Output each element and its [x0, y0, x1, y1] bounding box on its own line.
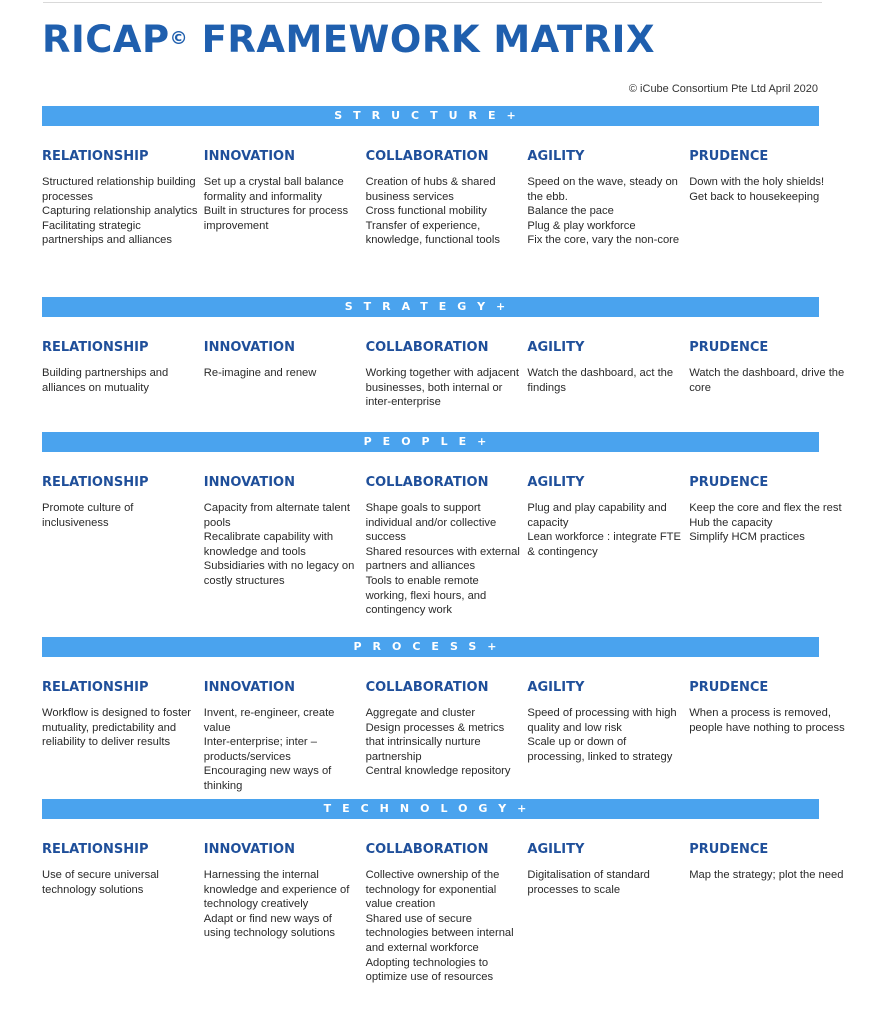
title-rest: FRAMEWORK MATRIX	[201, 18, 655, 61]
list-item: Shared use of secure technologies between internal and external workforce	[365, 912, 514, 954]
section-bar: PROCESS+	[42, 637, 819, 657]
list-item: Working together with adjacent businesses, both internal or inter-enterprise	[365, 367, 519, 409]
matrix-section	[42, 637, 845, 794]
page-title	[42, 18, 655, 61]
column-header: PRUDENCE	[689, 149, 769, 164]
matrix-column	[42, 657, 204, 794]
list-item: Promote culture of inclusiveness	[42, 502, 134, 529]
matrix-column	[366, 452, 528, 618]
column-header: AGILITY	[527, 149, 585, 164]
list-item: Harnessing the internal knowledge and experience of technology creatively	[203, 869, 350, 911]
matrix-column	[527, 452, 689, 618]
list-item: Transfer of experience, knowledge, functional tools	[365, 219, 500, 247]
list-item: Subsidiaries with no legacy on costly structures	[203, 560, 355, 587]
column-header: COLLABORATION	[365, 475, 489, 490]
matrix-column	[689, 317, 851, 410]
column-header: INNOVATION	[203, 149, 295, 164]
list-item: Get back to housekeeping	[689, 190, 820, 203]
matrix-column	[204, 126, 366, 248]
column-header: AGILITY	[527, 842, 585, 857]
section-columns	[42, 819, 844, 985]
copyright-notice: © iCube Consortium Pte Ltd April 2020	[628, 83, 818, 95]
item-list	[689, 366, 851, 395]
column-header: RELATIONSHIP	[42, 340, 149, 355]
item-list	[42, 175, 204, 248]
item-list	[366, 706, 528, 779]
matrix-column	[42, 819, 204, 985]
item-list	[689, 175, 851, 204]
section-bar: PEOPLE+	[42, 432, 819, 452]
list-item: Re-imagine and renew	[203, 367, 317, 379]
list-item: Balance the pace	[527, 205, 614, 218]
list-item: Building partnerships and alliances on mutuality	[42, 367, 169, 394]
section-columns	[42, 657, 845, 794]
item-list	[689, 501, 851, 545]
column-header: PRUDENCE	[689, 842, 769, 857]
list-item: Capacity from alternate talent pools	[203, 502, 350, 529]
column-header: RELATIONSHIP	[42, 842, 149, 857]
item-list	[204, 366, 366, 381]
list-item: Lean workforce : integrate FTE & contingency	[527, 531, 681, 558]
matrix-column	[204, 452, 366, 618]
matrix-column	[527, 126, 689, 248]
list-item: Tools to enable remote working, flexi hours, and contingency work	[365, 574, 487, 617]
list-item: Built in structures for process improvement	[203, 205, 349, 232]
list-item: Cross functional mobility	[365, 205, 487, 218]
matrix-column	[366, 126, 528, 248]
section-columns	[42, 452, 842, 618]
item-list	[527, 868, 689, 897]
item-list	[42, 706, 204, 750]
column-header: INNOVATION	[203, 680, 295, 695]
list-item: Aggregate and cluster	[365, 707, 476, 719]
list-item: Design processes & metrics that intrinsically nurture partnership	[365, 721, 505, 763]
item-list	[42, 501, 204, 530]
section-columns	[42, 317, 845, 410]
item-list	[366, 366, 528, 410]
column-header: AGILITY	[527, 475, 585, 490]
item-list	[204, 868, 366, 941]
column-header: COLLABORATION	[365, 149, 489, 164]
column-header: PRUDENCE	[689, 340, 769, 355]
item-list	[204, 706, 366, 794]
list-item: Encouraging new ways of thinking	[203, 765, 332, 792]
list-item: When a process is removed, people have nothing to process	[689, 707, 845, 734]
item-list	[527, 706, 689, 764]
matrix-column	[689, 452, 851, 618]
list-item: Creation of hubs & shared business services	[365, 176, 496, 203]
column-header: COLLABORATION	[365, 340, 489, 355]
list-item: Speed of processing with high quality and low risk	[527, 707, 677, 734]
list-item: Adapt or find new ways of using technology solutions	[203, 912, 336, 940]
matrix-column	[42, 452, 204, 618]
list-item: Inter-enterprise; inter –products/services	[203, 736, 317, 763]
list-item: Down with the holy shields!	[689, 176, 825, 188]
list-item: Adopting technologies to optimize use of resources	[365, 956, 494, 984]
matrix-column	[527, 317, 689, 410]
column-header: INNOVATION	[203, 340, 295, 355]
section-columns	[42, 126, 825, 248]
item-list	[527, 366, 689, 395]
item-list	[689, 706, 851, 735]
list-item: Shape goals to support individual and/or collective success	[365, 502, 497, 544]
list-item: Set up a crystal ball balance formality and informality	[203, 176, 344, 203]
column-header: INNOVATION	[203, 475, 295, 490]
item-list	[689, 868, 851, 883]
matrix-section	[42, 799, 844, 985]
matrix-column	[42, 126, 204, 248]
item-list	[42, 366, 204, 395]
column-header: COLLABORATION	[365, 842, 489, 857]
list-item: Keep the core and flex the rest	[689, 502, 842, 514]
column-header: AGILITY	[527, 340, 585, 355]
column-header: PRUDENCE	[689, 475, 769, 490]
matrix-column	[689, 819, 851, 985]
matrix-column	[366, 657, 528, 794]
item-list	[366, 175, 528, 248]
item-list	[204, 501, 366, 589]
matrix-section	[42, 432, 842, 618]
column-header: AGILITY	[527, 680, 585, 695]
list-item: Collective ownership of the technology for exponential value creation	[365, 869, 500, 911]
list-item: Shared resources with external partners and alliances	[365, 545, 520, 573]
list-item: Workflow is designed to foster mutuality, predictability and reliability to deliver results	[42, 707, 192, 749]
list-item: Hub the capacity	[689, 516, 773, 529]
list-item: Simplify HCM practices	[689, 531, 805, 544]
column-header: RELATIONSHIP	[42, 475, 149, 490]
matrix-column	[204, 317, 366, 410]
matrix-column	[527, 657, 689, 794]
list-item: Map the strategy; plot the need	[689, 869, 844, 881]
matrix-section	[42, 297, 845, 410]
item-list	[366, 501, 528, 618]
matrix-column	[366, 317, 528, 410]
matrix-column	[366, 819, 528, 985]
column-header: INNOVATION	[203, 842, 295, 857]
list-item: Watch the dashboard, act the findings	[527, 367, 674, 394]
list-item: Plug & play workforce	[527, 219, 636, 232]
list-item: Capturing relationship analytics	[42, 205, 198, 218]
matrix-section	[42, 106, 825, 248]
list-item: Invent, re-engineer, create value	[203, 707, 335, 734]
item-list	[42, 868, 204, 897]
copyright-mark: ©	[169, 28, 189, 49]
matrix-column	[689, 657, 851, 794]
section-bar: TECHNOLOGY+	[42, 799, 819, 819]
matrix-column	[689, 126, 851, 248]
item-list	[204, 175, 366, 233]
matrix-column	[204, 657, 366, 794]
section-bar: STRUCTURE+	[42, 106, 819, 126]
section-bar: STRATEGY+	[42, 297, 819, 317]
list-item: Watch the dashboard, drive the core	[689, 367, 845, 394]
list-item: Digitalisation of standard processes to scale	[527, 869, 650, 896]
matrix-column	[204, 819, 366, 985]
item-list	[527, 175, 689, 248]
list-item: Use of secure universal technology solutions	[42, 869, 159, 896]
list-item: Recalibrate capability with knowledge and tools	[203, 531, 334, 558]
list-item: Central knowledge repository	[365, 765, 511, 778]
list-item: Scale up or down of processing, linked to strategy	[527, 736, 673, 763]
title-main: RICAP	[42, 18, 170, 61]
column-header: PRUDENCE	[689, 680, 769, 695]
top-divider	[43, 2, 822, 3]
column-header: RELATIONSHIP	[42, 680, 149, 695]
matrix-column	[42, 317, 204, 410]
list-item: Structured relationship building processes	[42, 176, 196, 203]
matrix-column	[527, 819, 689, 985]
column-header: COLLABORATION	[365, 680, 489, 695]
list-item: Plug and play capability and capacity	[527, 502, 667, 529]
list-item: Fix the core, vary the non-core	[527, 234, 680, 247]
item-list	[527, 501, 689, 559]
list-item: Speed on the wave, steady on the ebb.	[527, 176, 678, 203]
item-list	[366, 868, 528, 985]
column-header: RELATIONSHIP	[42, 149, 149, 164]
list-item: Facilitating strategic partnerships and alliances	[42, 219, 172, 247]
